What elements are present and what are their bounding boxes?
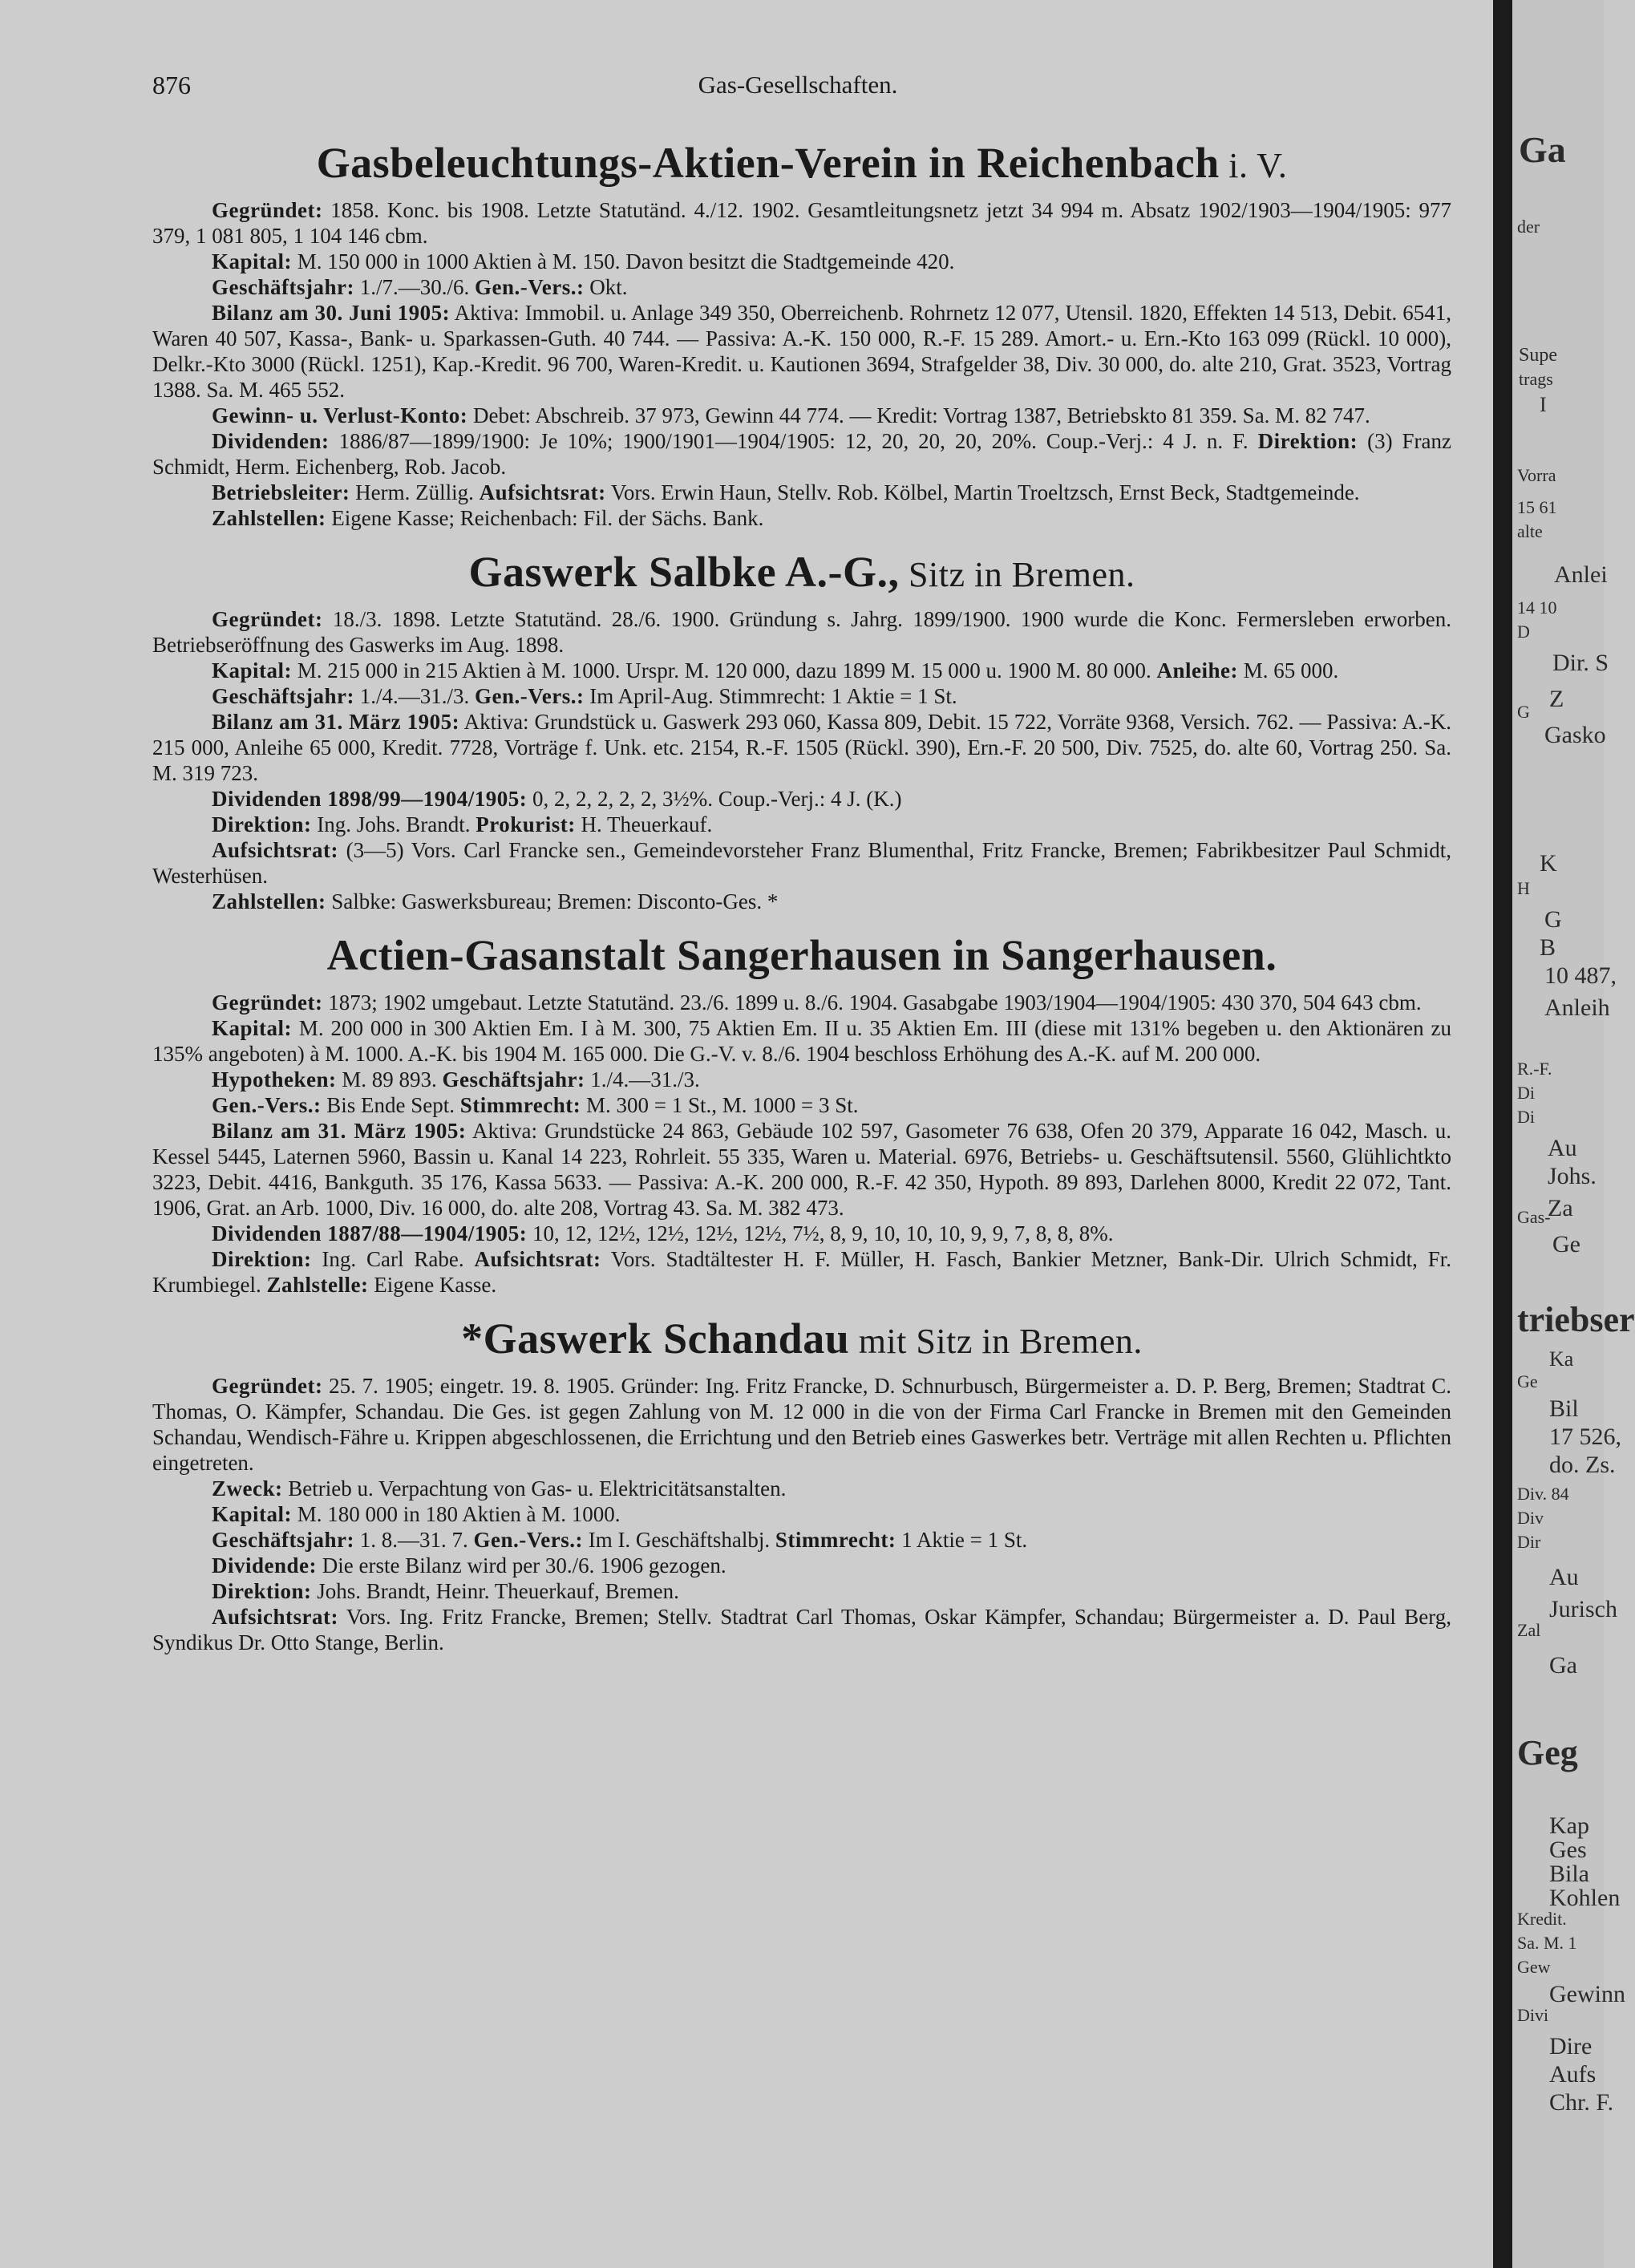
entry-paragraph — [152, 1246, 1451, 1298]
entry-label: Zahlstellen: — [212, 506, 326, 530]
company-section — [152, 545, 1451, 914]
adjacent-page-text: Johs. — [1548, 1163, 1597, 1189]
adjacent-page-text: 15 61 — [1517, 497, 1557, 517]
entry-text: Aktiva: Grundstücke 24 863, Gebäude 102 597, Gasometer 76 638, Ofen 20 379, Apparate 16 042, Masch. u. Kessel 5445, Laternen 5960, Bassin u. Kanal 14 223, Rohrleit. 55 335, Waren u. Material. 6976, Betriebs- u. Geschäftsutensil. 5560, Glühlichtkto 3223, Debit. 4416, Bankguth. 35 176, Kassa 5633. — Passiva: A.-K. 200 000, R.-F. 42 350, Hypoth. 89 893, Darlehen 8000, Kredit 22 072, Tant. 1906, Grat. an Arb. 1000, Div. 16 000, do. alte 208, Vortrag 43. Sa. M. 382 473. — [152, 1119, 1451, 1220]
entry-label: Aufsichtsrat: — [474, 1247, 601, 1271]
adjacent-page-text: Div — [1517, 1508, 1544, 1528]
company-section — [152, 1312, 1451, 1655]
adjacent-page-text: Dir. S — [1552, 650, 1609, 676]
entry-label: Geschäftsjahr: — [212, 1528, 354, 1552]
entry-label: Geschäftsjahr: — [212, 684, 354, 708]
entry-label: Kapital: — [212, 249, 293, 273]
entry-paragraph — [152, 1476, 1451, 1501]
entry-label: Direktion: — [212, 1247, 312, 1271]
entry-text: M. 65 000. — [1238, 658, 1339, 682]
company-name: Gasbeleuchtungs-Aktien-Verein in Reichenbach — [316, 139, 1220, 187]
entry-text: M. 89 893. — [336, 1067, 443, 1091]
entry-label: Direktion: — [212, 812, 312, 836]
company-title — [152, 545, 1451, 601]
company-name: Gaswerk Salbke A.-G., — [468, 548, 900, 596]
entry-text: Ing. Carl Rabe. — [311, 1247, 475, 1271]
entry-paragraph — [152, 1604, 1451, 1655]
adjacent-page-text: 10 487, — [1544, 962, 1617, 989]
adjacent-page-text: D — [1517, 622, 1530, 642]
company-title-suffix: mit Sitz in Bremen. — [849, 1322, 1143, 1361]
entry-paragraph — [152, 1501, 1451, 1527]
entry-label: Gegründet: — [212, 1374, 323, 1398]
entry-paragraph — [152, 709, 1451, 786]
entry-text: Die erste Bilanz wird per 30./6. 1906 gezogen. — [317, 1553, 726, 1577]
entry-text: Im April-Aug. Stimmrecht: 1 Aktie = 1 St. — [584, 684, 957, 708]
entry-text: Debet: Abschreib. 37 973, Gewinn 44 774. — Kredit: Vortrag 1387, Betriebskto 81 359. Sa. M. 82 747. — [467, 403, 1370, 427]
adjacent-page-text: Aufs — [1549, 2061, 1597, 2088]
adjacent-page-text: Kap — [1549, 1812, 1589, 1839]
entry-text: Herm. Züllig. — [350, 480, 480, 504]
page-header — [152, 71, 1443, 106]
entry-text: 18./3. 1898. Letzte Statutänd. 28./6. 1900. Gründung s. Jahrg. 1899/1900. 1900 wurde die Konc. Fermersleben erworben. Betriebseröffnung des Gaswerks im Aug. 1898. — [152, 607, 1451, 657]
adjacent-page-text: Vorra — [1517, 465, 1556, 485]
adjacent-page-text: Z — [1549, 686, 1564, 712]
entry-paragraph — [152, 606, 1451, 658]
adjacent-page-text: Geg — [1517, 1733, 1578, 1772]
document-body — [152, 136, 1451, 1670]
entry-label: Kapital: — [212, 1502, 293, 1526]
entry-text: M. 180 000 in 180 Aktien à M. 1000. — [292, 1502, 621, 1526]
adjacent-page-fragment — [1512, 0, 1635, 2268]
adjacent-page-text: Div. 84 — [1517, 1484, 1569, 1504]
entry-label: Aufsichtsrat: — [212, 838, 338, 862]
adjacent-page-text: Anleih — [1544, 994, 1610, 1021]
adjacent-page-text: 14 10 — [1517, 597, 1557, 618]
adjacent-page-text: Bil — [1549, 1395, 1579, 1422]
company-title — [152, 136, 1451, 192]
adjacent-page-text: Ga — [1549, 1652, 1577, 1679]
entry-paragraph — [152, 889, 1451, 914]
entry-label: Kapital: — [212, 1016, 293, 1040]
entry-text: M. 215 000 in 215 Aktien à M. 1000. Urspr. M. 120 000, dazu 1899 M. 15 000 u. 1900 M. 80 000. — [292, 658, 1157, 682]
entry-label: Bilanz am 31. März 1905: — [212, 1119, 467, 1143]
entry-text: Vors. Erwin Haun, Stellv. Rob. Kölbel, Martin Troeltzsch, Ernst Beck, Stadtgemeinde. — [605, 480, 1360, 504]
entry-paragraph — [152, 480, 1451, 505]
adjacent-page-text: R.-F. — [1517, 1059, 1552, 1079]
adjacent-page-text: Ges — [1549, 1837, 1587, 1863]
entry-paragraph — [152, 812, 1451, 837]
entry-text: M. 150 000 in 1000 Aktien à M. 150. Davon besitzt die Stadtgemeinde 420. — [292, 249, 955, 273]
entry-paragraph — [152, 1067, 1451, 1092]
running-title: Gas-Gesellschaften. — [698, 71, 898, 99]
adjacent-page-text: Au — [1549, 1564, 1579, 1590]
entry-text: 1886/87—1899/1900: Je 10%; 1900/1901—1904/1905: 12, 20, 20, 20, 20%. Coup.-Verj.: 4 J. n. F. — [329, 429, 1258, 453]
entry-text: H. Theuerkauf. — [575, 812, 713, 836]
adjacent-page-text: alte — [1517, 521, 1543, 541]
entry-label: Stimmrecht: — [459, 1093, 581, 1117]
adjacent-page-text: H — [1517, 878, 1530, 898]
adjacent-page-text: Jurisch — [1549, 1596, 1617, 1622]
entry-paragraph — [152, 683, 1451, 709]
entry-text: 1./4.—31./3. — [354, 684, 475, 708]
entry-text: (3) Franz Schmidt, Herm. Eichenberg, Rob. Jacob. — [152, 429, 1451, 479]
company-title-suffix: Sitz in Bremen. — [899, 555, 1135, 594]
adjacent-page-text: Au — [1548, 1135, 1577, 1161]
entry-label: Zahlstelle: — [266, 1273, 369, 1297]
entry-label: Direktion: — [1257, 429, 1358, 453]
company-title — [152, 1312, 1451, 1368]
entry-label: Aufsichtsrat: — [212, 1605, 338, 1629]
entry-text: Vors. Ing. Fritz Francke, Bremen; Stellv. Stadtrat Carl Thomas, Oskar Kämpfer, Schandau; Bürgermeister a. D. Paul Berg, Syndikus Dr. Otto Stange, Berlin. — [152, 1605, 1451, 1654]
entry-label: Dividenden: — [212, 429, 330, 453]
adjacent-page-text: Gasko — [1544, 722, 1606, 748]
adjacent-page-text: Ge — [1552, 1231, 1580, 1258]
entry-text: M. 300 = 1 St., M. 1000 = 3 St. — [581, 1093, 859, 1117]
entry-label: Geschäftsjahr: — [212, 275, 354, 299]
entry-text: 1./4.—31./3. — [585, 1067, 700, 1091]
adjacent-page-text: G — [1517, 702, 1530, 722]
adjacent-page-text: Di — [1517, 1083, 1535, 1103]
entry-paragraph — [152, 1373, 1451, 1476]
company-name: *Gaswerk Schandau — [461, 1314, 850, 1363]
entry-label: Gegründet: — [212, 990, 323, 1015]
adjacent-page-text: Ga — [1519, 129, 1566, 170]
adjacent-page-text: K — [1540, 850, 1557, 877]
entry-text: 1858. Konc. bis 1908. Letzte Statutänd. 4./12. 1902. Gesamtleitungsnetz jetzt 34 994 m. Absatz 1902/1903—1904/1905: 977 379, 1 081 805, 1 104 146 cbm. — [152, 198, 1451, 248]
entry-label: Stimmrecht: — [775, 1528, 896, 1552]
entry-label: Zahlstellen: — [212, 889, 326, 913]
entry-text: M. 200 000 in 300 Aktien Em. I à M. 300, 75 Aktien Em. II u. 35 Aktien Em. III (diese mit 131% begeben u. den Aktionären zu 135% angeboten) à M. 1000. A.-K. bis 1904 M. 165 000. Die G.-V. v. 8./6. 1904 beschloss Erhöhung des A.-K. auf M. 200 000. — [152, 1016, 1451, 1066]
adjacent-page-text: Ka — [1549, 1347, 1574, 1371]
entry-text: Im I. Geschäftshalbj. — [582, 1528, 775, 1552]
entry-text: Johs. Brandt, Heinr. Theuerkauf, Bremen. — [311, 1579, 679, 1603]
page-number: 876 — [152, 71, 191, 99]
adjacent-page-text: Gas- — [1517, 1207, 1551, 1227]
adjacent-page-text: Di — [1517, 1107, 1535, 1127]
entry-text: 1873; 1902 umgebaut. Letzte Statutänd. 23./6. 1899 u. 8./6. 1904. Gasabgabe 1903/1904—1904/1905: 430 370, 504 643 cbm. — [322, 990, 1422, 1015]
binding-gutter — [1493, 0, 1512, 2268]
adjacent-page-text: do. Zs. — [1549, 1452, 1616, 1478]
entry-text: Aktiva: Immobil. u. Anlage 349 350, Oberreichenb. Rohrnetz 12 077, Utensil. 1820, Effekten 14 513, Debit. 6541, Waren 40 507, Kassa-, Bank- u. Sparkassen-Guth. 40 744. — Passiva: A.-K. 150 000, R.-F. 15 289. Amort.- u. Ern.-Kto 163 099 (Rückl. 10 000), Delkr.-Kto 3000 (Rückl. 1251), Kap.-Kredit. 96 700, Waren-Kredit. u. Kautionen 3694, Strafgelder 38, Div. 30 000, do. alte 210, Grat. 3523, Vortrag 1388. Sa. M. 465 552. — [152, 301, 1451, 402]
adjacent-page-text: triebser — [1517, 1300, 1635, 1339]
entry-paragraph — [152, 1118, 1451, 1221]
entry-paragraph — [152, 197, 1451, 249]
adjacent-page-text: G — [1544, 906, 1562, 933]
adjacent-page-text: Anlei — [1554, 561, 1608, 588]
entry-label: Gewinn- u. Verlust-Konto: — [212, 403, 468, 427]
entry-paragraph — [152, 1553, 1451, 1578]
entry-label: Bilanz am 31. März 1905: — [212, 710, 460, 734]
entry-label: Prokurist: — [476, 812, 576, 836]
adjacent-page-text: trags — [1519, 369, 1553, 389]
entry-label: Bilanz am 30. Juni 1905: — [212, 301, 451, 325]
adjacent-page-text: Gew — [1517, 1957, 1551, 1977]
entry-text: 1. 8.—31. 7. — [354, 1528, 474, 1552]
entry-paragraph — [152, 786, 1451, 812]
entry-label: Dividenden 1898/99—1904/1905: — [212, 787, 528, 811]
adjacent-page-text: Ge — [1517, 1371, 1538, 1391]
entry-paragraph — [152, 837, 1451, 889]
company-section — [152, 136, 1451, 531]
entry-text: Vors. Stadtältester H. F. Müller, H. Fasch, Bankier Metzner, Bank-Dir. Ulrich Schmidt, Fr. Krumbiegel. — [152, 1247, 1451, 1297]
entry-label: Direktion: — [212, 1579, 312, 1603]
adjacent-page-text: Kohlen — [1549, 1885, 1621, 1911]
entry-paragraph — [152, 505, 1451, 531]
entry-paragraph — [152, 1092, 1451, 1118]
entry-text: Ing. Johs. Brandt. — [311, 812, 476, 836]
company-title — [152, 929, 1451, 985]
entry-label: Gen.-Vers.: — [474, 684, 585, 708]
entry-label: Gegründet: — [212, 198, 323, 222]
entry-paragraph — [152, 403, 1451, 428]
entry-label: Gen.-Vers.: — [474, 275, 585, 299]
entry-text: Betrieb u. Verpachtung von Gas- u. Elektricitätsanstalten. — [282, 1476, 787, 1501]
entry-text: Eigene Kasse; Reichenbach: Fil. der Sächs. Bank. — [326, 506, 764, 530]
entry-label: Hypotheken: — [212, 1067, 337, 1091]
adjacent-page-text: I — [1540, 393, 1547, 416]
entry-label: Dividenden 1887/88—1904/1905: — [212, 1221, 528, 1245]
entry-paragraph — [152, 1221, 1451, 1246]
entry-paragraph — [152, 428, 1451, 480]
entry-paragraph — [152, 1015, 1451, 1067]
adjacent-page-text: Supe — [1519, 345, 1557, 366]
entry-text: 0, 2, 2, 2, 2, 2, 3½%. Coup.-Verj.: 4 J. (K.) — [527, 787, 902, 811]
entry-paragraph — [152, 1578, 1451, 1604]
entry-label: Geschäftsjahr: — [442, 1067, 585, 1091]
entry-paragraph — [152, 1527, 1451, 1553]
entry-text: 10, 12, 12½, 12½, 12½, 12½, 7½, 8, 9, 10, 10, 10, 9, 9, 7, 8, 8, 8%. — [527, 1221, 1114, 1245]
entry-text: Aktiva: Grundstück u. Gaswerk 293 060, Kassa 809, Debit. 15 722, Vorräte 9368, Versich. 762. — Passiva: A.-K. 215 000, Anleihe 65 000, Kredit. 7728, Vorträge f. Unk. etc. 2154, R.-F. 1505 (Rückl. 390), Ern.-F. 20 500, Div. 7525, do. alte 60, Vortrag 250. Sa. M. 319 723. — [152, 710, 1451, 785]
adjacent-page-text: Za — [1548, 1195, 1573, 1221]
entry-text: Salbke: Gaswerksbureau; Bremen: Disconto-Ges. * — [326, 889, 779, 913]
adjacent-page-text: Sa. M. 1 — [1517, 1933, 1577, 1953]
entry-label: Kapital: — [212, 658, 293, 682]
company-title-suffix: i. V. — [1219, 146, 1288, 185]
adjacent-page-text: Dire — [1549, 2033, 1593, 2059]
adjacent-page-text: Chr. F. — [1549, 2089, 1614, 2116]
company-name: Actien-Gasanstalt Sangerhausen in Sangerhausen. — [326, 931, 1277, 979]
adjacent-page-text: Dir — [1517, 1532, 1541, 1552]
company-section — [152, 929, 1451, 1298]
entry-paragraph — [152, 274, 1451, 300]
entry-label: Aufsichtsrat: — [479, 480, 606, 504]
entry-paragraph — [152, 300, 1451, 403]
entry-paragraph — [152, 249, 1451, 274]
entry-paragraph — [152, 990, 1451, 1015]
entry-label: Zweck: — [212, 1476, 283, 1501]
entry-text: 1./7.—30./6. — [354, 275, 475, 299]
entry-label: Gen.-Vers.: — [473, 1528, 583, 1552]
entry-text: Bis Ende Sept. — [321, 1093, 460, 1117]
entry-label: Anleihe: — [1156, 658, 1238, 682]
adjacent-page-text: Gewinn — [1549, 1981, 1625, 2007]
adjacent-page-text: Zal — [1517, 1620, 1541, 1640]
adjacent-page-text: B — [1540, 934, 1556, 961]
entry-text: (3—5) Vors. Carl Francke sen., Gemeindevorsteher Franz Blumenthal, Fritz Francke, Bremen; Fabrikbesitzer Paul Schmidt, Westerhüsen. — [152, 838, 1451, 888]
adjacent-page-text: Bila — [1549, 1861, 1589, 1887]
entry-label: Dividende: — [212, 1553, 318, 1577]
entry-text: 1 Aktie = 1 St. — [896, 1528, 1028, 1552]
adjacent-page-text: der — [1517, 217, 1540, 237]
entry-text: Eigene Kasse. — [368, 1273, 497, 1297]
entry-paragraph — [152, 658, 1451, 683]
entry-label: Betriebsleiter: — [212, 480, 350, 504]
entry-label: Gegründet: — [212, 607, 323, 631]
entry-text: 25. 7. 1905; eingetr. 19. 8. 1905. Gründer: Ing. Fritz Francke, D. Schnurbusch, Bürgermeister a. D. P. Berg, Bremen; Stadtrat C. Thomas, O. Kämpfer, Schandau. Die Ges. ist gegen Zahlung von M. 12 000 in die von der Firma Carl Francke in Bremen mit den Gemeinden Schandau, Wendisch-Fähre u. Krippen abgeschlossenen, die Errichtung und den Betrieb eines Gaswerkes betr. Verträge mit allen Rechten u. Pflichten eingetreten. — [152, 1374, 1451, 1475]
adjacent-page-text: Divi — [1517, 2005, 1549, 2025]
adjacent-page-text: 17 526, — [1549, 1424, 1621, 1450]
adjacent-page-text: Kredit. — [1517, 1909, 1567, 1929]
entry-label: Gen.-Vers.: — [212, 1093, 322, 1117]
entry-text: Okt. — [584, 275, 628, 299]
